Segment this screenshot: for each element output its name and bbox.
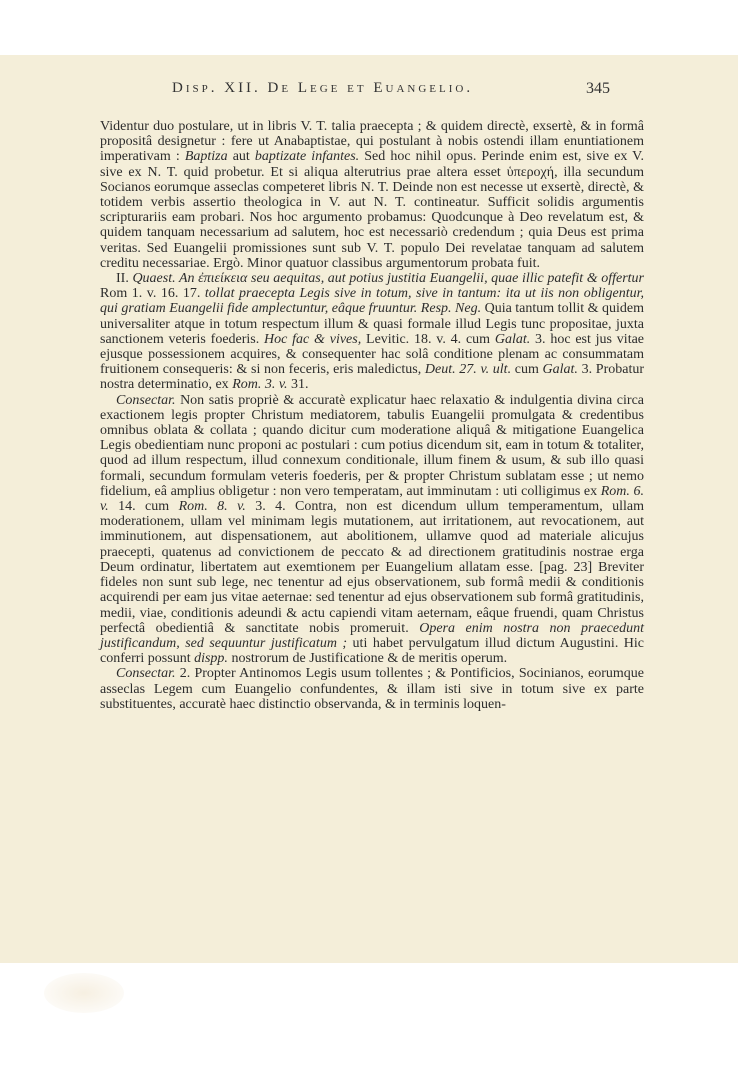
paragraph-1 (100, 119, 644, 271)
text-run: Videntur duo postulare, ut in libris V. T. talia praecepta ; & quidem directè, exsertè, & in formâ propositâ designetur : fere ut Anabaptistae, qui postulant à nobis ostendi illam enuntiationem imperativam : (100, 119, 644, 165)
italic-run: dispp. (194, 651, 228, 667)
italic-run: Rom. 6. v. (100, 483, 644, 515)
italic-run: baptizate infantes. (254, 149, 360, 165)
text-run: Sed hoc nihil opus. Perinde enim est, sive ex V. sive ex N. T. quid probetur. Et si aliqua alterutrius prae altera esset ὑπεροχή, illa secundum Socianos eorumque asseclas competeret libris N. T. Deinde non est necesse ut exsertè, directè, & totidem verbis assertio theologica in V. aut N. T. contineatur. Sufficit solidis argumentis scripturariis eam probari. Nos hoc argumento probamus: Quodcunque à Deo revelatum est, & quidem tanquam necessarium ad salutem, hoc est necessariò credendum ; quia Deus est prima veritas. Sed Euangelii promissiones sunt sub V. T. populo Dei revelatae tanquam ad salutem creditu necessariae. Ergò. Minor quatuor classibus argumentorum probata fuit. (100, 149, 644, 271)
paragraph-4 (100, 666, 644, 712)
paragraph-2 (100, 271, 644, 393)
italic-run: Opera enim nostra non praecedunt justificandum, sed sequuntur justificatum ; (100, 620, 644, 651)
italic-run: Quaest. An ἐπιείκεια seu aequitas, aut potius justitia Euangelii, quae illic patefit & offertur (132, 271, 644, 287)
italic-run: Rom. 3. v. (232, 377, 288, 393)
text-run: nostrorum de Justificatione & de meritis operum. (227, 651, 508, 667)
italic-run: Hoc fac & vives, (264, 331, 362, 347)
text-run: II. (116, 271, 133, 287)
italic-run: Consectar. (116, 666, 176, 682)
page-header (0, 80, 738, 104)
italic-run: Galat. (494, 331, 531, 347)
italic-run: tollat praecepta Legis sive in totum, sive in tantum: ita ut iis non obligentur, qui gratiam Euangelii fide amplectuntur, eâque fruuntur. Resp. Neg. (100, 286, 644, 317)
italic-run: Baptiza (184, 149, 228, 165)
italic-run: Rom. 8. v. (178, 499, 246, 515)
text-run: cum (511, 362, 543, 378)
text-run: 3. 4. Contra, non est dicendum ullum temperamentum, ullam moderationem, ullam vel minimam legis mutationem, aut irritationem, aut revocationem, aut imminutionem, aut dispensationem, aut abolitionem, ullamve quod ad materiale alicujus praecepti, quatenus ad convictionem de peccato & ad directionem gratitudinis nostrae erga Deum ordinatur, libertatem aut exemtionem per Euangelium allatam esse. [pag. 23] Breviter fideles non sunt sub lege, nec tenentur ad ejus observationem, sub formâ medii & conditionis acquirendi per eam jus vitae aeternae: sed tenentur ad ejus observationem sub formâ gratitudinis, medii, viae, conditionis adeundi & actu capiendi vitam aeternam, eâque fruendi, quam Christus perfectâ obedientiâ & sanctitate nobis promeruit. (100, 499, 644, 636)
text-run: Non satis propriè & accuratè explicatur haec relaxatio & indulgentia divina circa exactionem legis propter Christum mediatorem, tabulis Euangelii promulgata & credentibus omnibus oblata & collata ; quando dicitur cum moderatione aliquâ & mitigatione Euangelica Legis obedientiam nunc proponi ac postulari : cum potius dicendum sit, eam in totum & totaliter, quod ad illum respectum, illud connexum conditionale, illum finem & usum, & sub illo quasi formali, secundum formulam veteris foederis, per & propter Christum sublatam esse ; ut nemo fidelium, eâ amplius obligetur : non vero temperatam, aut imminutam : uti colligimus ex (100, 392, 644, 499)
text-run: Levitic. 18. v. 4. cum (361, 331, 495, 347)
running-head: Disp. XII. De Lege et Euangelio. (172, 80, 474, 96)
italic-run: Galat. (542, 362, 578, 378)
text-run: aut (227, 149, 255, 165)
page-stain (44, 973, 124, 1013)
text-run: 14. cum (108, 499, 179, 515)
body-text (100, 119, 644, 712)
text-run: Quia tantum tollit & quidem universaliter atque in totum respectum illum & quasi formale illud Legis tunc propositae, juxta sanctionem veteris foederis. (100, 301, 645, 347)
text-run: 31. (287, 377, 309, 393)
italic-run: Deut. 27. v. ult. (424, 362, 512, 378)
text-run: 3. hoc est jus vitae ejusque possessionem acquires, & consequenter hac solâ conditione plenam ac consummatam fruitionem consequeris: & si non feceris, eris maledictus, (100, 331, 645, 378)
italic-run: Consectar. (116, 392, 176, 408)
text-run: Rom 1. v. 16. 17. (100, 286, 205, 302)
text-run: 3. Probatur nostra determinatio, ex (100, 362, 645, 393)
text-run: 2. Propter Antinomos Legis usum tollentes ; & Pontificios, Socinianos, eorumque asseclas Legem cum Euangelio confundentes, & illam isti sive in totum sive ex parte substituentes, accuratè haec distinctio observanda, & in terminis loquen- (100, 666, 644, 712)
text-run: uti habet pervulgatum illud dictum Augustini. Hic conferri possunt (100, 635, 645, 667)
page-number: 345 (586, 80, 610, 97)
paragraph-3 (100, 393, 644, 667)
